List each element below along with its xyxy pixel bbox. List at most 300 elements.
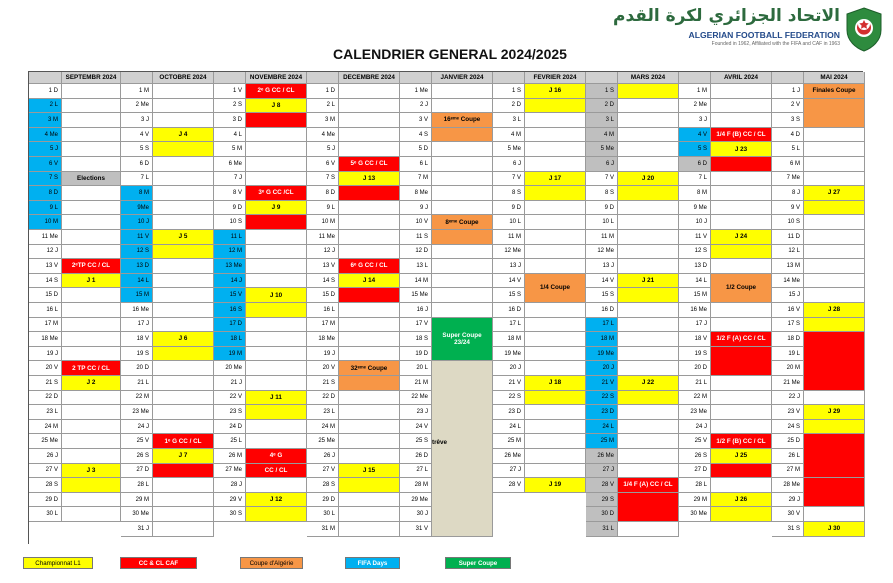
day-cell: 23 Me xyxy=(121,405,153,420)
event-block xyxy=(246,113,307,128)
day-cell: 5 Me xyxy=(493,142,525,157)
day-cell: 27 J xyxy=(493,464,525,479)
event-cell-empty xyxy=(246,361,307,376)
month-header-empty xyxy=(493,72,525,84)
day-cell: 12 S xyxy=(679,245,711,260)
event-cell-empty xyxy=(153,215,214,230)
day-cell: 4 M xyxy=(586,128,618,143)
event-block xyxy=(62,478,121,493)
event-cell-empty xyxy=(432,259,493,274)
day-cell: 23 D xyxy=(586,405,618,420)
event-cell-empty xyxy=(618,464,679,479)
day-cell: 11 M xyxy=(493,230,525,245)
day-cell: 18 L xyxy=(214,332,246,347)
day-cell: 27 J xyxy=(586,464,618,479)
event-cell-empty xyxy=(711,99,772,114)
month-header: FEVRIER 2024 xyxy=(525,72,586,84)
event-cell: J 24 xyxy=(711,230,772,245)
event-block xyxy=(618,493,679,522)
day-cell: 1 M xyxy=(121,84,153,99)
day-cell: 13 J xyxy=(586,259,618,274)
event-cell-empty xyxy=(62,303,121,318)
event-cell-empty xyxy=(525,361,586,376)
month-header: OCTOBRE 2024 xyxy=(153,72,214,84)
event-cell: 1/4 Coupe xyxy=(525,274,586,303)
event-cell-empty xyxy=(62,142,121,157)
event-cell-empty xyxy=(525,318,586,333)
day-cell: 23 D xyxy=(493,405,525,420)
day-cell: 7 L xyxy=(121,172,153,187)
event-cell-empty xyxy=(432,288,493,303)
day-cell: 15 M xyxy=(679,288,711,303)
day-cell: 24 V xyxy=(400,420,432,435)
event-cell-empty xyxy=(339,332,400,347)
day-cell: 29 D xyxy=(307,493,339,508)
day-cell: 11 Me xyxy=(307,230,339,245)
day-cell: 24 L xyxy=(586,420,618,435)
federation-name-english: ALGERIAN FOOTBALL FEDERATION xyxy=(688,30,840,40)
day-cell: 3 J xyxy=(679,113,711,128)
day-cell: 18 M xyxy=(586,332,618,347)
event-cell-empty xyxy=(804,172,865,187)
event-cell-empty xyxy=(246,347,307,362)
day-cell: 8 Me xyxy=(400,186,432,201)
event-cell-empty xyxy=(153,478,214,493)
event-cell: J 17 xyxy=(525,172,586,187)
event-cell-empty xyxy=(804,157,865,172)
day-cell: 28 S xyxy=(307,478,339,493)
event-cell-empty xyxy=(62,420,121,435)
day-cell: 23 J xyxy=(400,405,432,420)
event-cell: 1/2 F (B) CC / CL xyxy=(711,434,772,449)
event-cell: J 6 xyxy=(153,332,214,347)
day-cell: 31 V xyxy=(400,522,432,537)
event-cell-empty xyxy=(618,230,679,245)
day-cell: 1 S xyxy=(493,84,525,99)
day-cell: 30 S xyxy=(214,507,246,522)
event-cell: J 28 xyxy=(804,303,865,318)
legend-item: Championnat L1 xyxy=(23,557,93,569)
day-cell: 12 L xyxy=(772,245,804,260)
event-cell-empty xyxy=(339,420,400,435)
day-cell: 27 Me xyxy=(214,464,246,479)
day-cell: 19 Me xyxy=(493,347,525,362)
day-cell: 16 Me xyxy=(679,303,711,318)
day-cell: 4 L xyxy=(214,128,246,143)
day-cell: 25 L xyxy=(214,434,246,449)
day-cell: 6 D xyxy=(121,157,153,172)
event-block xyxy=(804,420,865,435)
page-title: CALENDRIER GENERAL 2024/2025 xyxy=(333,46,567,62)
day-cell: 23 V xyxy=(772,405,804,420)
event-cell-empty xyxy=(246,142,307,157)
event-cell-empty xyxy=(339,493,400,508)
day-cell: 6 J xyxy=(493,157,525,172)
day-cell: 14 V xyxy=(586,274,618,289)
event-cell-empty xyxy=(711,215,772,230)
event-cell-empty xyxy=(711,376,772,391)
day-cell: 10 V xyxy=(400,215,432,230)
event-cell-empty xyxy=(711,84,772,99)
day-cell: 7 M xyxy=(400,172,432,187)
event-cell-empty xyxy=(525,434,586,449)
day-cell: 6 D xyxy=(679,157,711,172)
day-cell: 18 M xyxy=(493,332,525,347)
day-cell: 9 L xyxy=(307,201,339,216)
day-cell: 3 S xyxy=(772,113,804,128)
day-cell: 18 Me xyxy=(307,332,339,347)
event-cell: 8ᵉᵐᵉ Coupe xyxy=(432,215,493,230)
day-cell: 9 D xyxy=(214,201,246,216)
day-cell: 5 Me xyxy=(586,142,618,157)
event-cell-empty xyxy=(153,493,214,508)
day-cell: 16 J xyxy=(400,303,432,318)
day-cell: 12 Me xyxy=(586,245,618,260)
event-cell-empty xyxy=(62,493,121,508)
day-cell: 7 V xyxy=(586,172,618,187)
event-block xyxy=(618,288,679,303)
event-cell-empty xyxy=(711,391,772,406)
event-cell-empty xyxy=(804,245,865,260)
event-cell-empty xyxy=(246,420,307,435)
event-cell-empty xyxy=(618,99,679,114)
day-cell: 14 L xyxy=(121,274,153,289)
event-cell-empty xyxy=(339,405,400,420)
day-cell: 25 V xyxy=(679,434,711,449)
event-block xyxy=(804,318,865,333)
event-cell-empty xyxy=(62,186,121,201)
event-cell-empty xyxy=(62,288,121,303)
day-cell: 21 M xyxy=(400,376,432,391)
event-block xyxy=(804,99,865,128)
day-cell: 18 D xyxy=(772,332,804,347)
event-cell-empty xyxy=(62,391,121,406)
day-cell: 8 D xyxy=(307,186,339,201)
event-block xyxy=(618,391,679,406)
day-cell: 12 S xyxy=(121,245,153,260)
day-cell: 13 D xyxy=(121,259,153,274)
event-cell-empty xyxy=(432,99,493,114)
day-cell: 22 D xyxy=(29,391,62,406)
month-header-empty xyxy=(121,72,153,84)
event-cell-empty xyxy=(618,434,679,449)
day-cell: 13 M xyxy=(772,259,804,274)
day-cell: 11 V xyxy=(679,230,711,245)
day-cell: 19 S xyxy=(679,347,711,362)
event-cell: J 21 xyxy=(618,274,679,289)
day-cell: 10 L xyxy=(586,215,618,230)
day-cell: 31 M xyxy=(307,522,339,537)
day-cell: 21 Me xyxy=(772,376,804,391)
day-cell: 27 M xyxy=(772,464,804,479)
event-cell-empty xyxy=(153,376,214,391)
federation-logo xyxy=(612,4,887,54)
event-block xyxy=(432,361,493,536)
event-cell: J 16 xyxy=(525,84,586,99)
day-cell: 11 S xyxy=(400,230,432,245)
day-cell: 29 M xyxy=(679,493,711,508)
event-block xyxy=(804,332,865,390)
day-cell: 2 L xyxy=(307,99,339,114)
day-cell: 29 J xyxy=(772,493,804,508)
event-cell: J 1 xyxy=(62,274,121,289)
event-cell: 1/2 Coupe xyxy=(711,274,772,303)
event-cell-empty xyxy=(804,507,865,522)
event-cell-empty xyxy=(62,84,121,99)
day-cell: 12 M xyxy=(214,245,246,260)
day-cell: 10 J xyxy=(121,215,153,230)
event-cell-empty xyxy=(62,405,121,420)
event-block xyxy=(711,507,772,522)
day-cell: 25 M xyxy=(493,434,525,449)
event-cell-empty xyxy=(711,113,772,128)
day-cell: 2 L xyxy=(29,99,62,114)
day-cell: 2 S xyxy=(214,99,246,114)
event-cell-empty xyxy=(62,434,121,449)
day-cell: 17 M xyxy=(307,318,339,333)
day-cell: 6 Me xyxy=(214,157,246,172)
event-cell-empty xyxy=(711,186,772,201)
day-cell: 12 J xyxy=(29,245,62,260)
event-cell: J 4 xyxy=(153,128,214,143)
day-cell: 16 Me xyxy=(121,303,153,318)
event-cell-empty xyxy=(153,361,214,376)
day-cell: 28 V xyxy=(586,478,618,493)
day-cell: 8 M xyxy=(121,186,153,201)
event-cell-empty xyxy=(246,172,307,187)
event-cell-empty xyxy=(62,318,121,333)
event-cell-empty xyxy=(62,128,121,143)
day-cell: 9 L xyxy=(29,201,62,216)
event-cell: J 20 xyxy=(618,172,679,187)
event-cell-empty xyxy=(153,405,214,420)
day-cell: 17 L xyxy=(493,318,525,333)
day-cell: 13 V xyxy=(307,259,339,274)
day-cell: 29 Me xyxy=(400,493,432,508)
day-cell: 11 D xyxy=(772,230,804,245)
day-cell: 7 S xyxy=(29,172,62,187)
event-cell-empty xyxy=(525,245,586,260)
day-cell: 5 S xyxy=(121,142,153,157)
day-cell: 3 M xyxy=(29,113,62,128)
event-cell-empty xyxy=(804,259,865,274)
event-cell-empty xyxy=(339,84,400,99)
day-cell: 19 D xyxy=(400,347,432,362)
day-cell: 16 D xyxy=(493,303,525,318)
event-cell-empty xyxy=(62,332,121,347)
day-cell: 9 D xyxy=(493,201,525,216)
event-block xyxy=(804,434,865,478)
day-cell: 13 V xyxy=(29,259,62,274)
day-cell: 26 D xyxy=(400,449,432,464)
day-cell: 13 J xyxy=(493,259,525,274)
month-header: DECEMBRE 2024 xyxy=(339,72,400,84)
event-cell-empty xyxy=(153,113,214,128)
event-cell-empty xyxy=(246,259,307,274)
day-cell: 9 D xyxy=(586,201,618,216)
day-cell: 22 M xyxy=(121,391,153,406)
day-cell: 26 Me xyxy=(493,449,525,464)
day-cell: 20 M xyxy=(772,361,804,376)
day-cell: 5 S xyxy=(679,142,711,157)
event-cell-empty xyxy=(62,157,121,172)
event-block xyxy=(153,245,214,260)
event-cell: 1/4 F (B) CC / CL xyxy=(711,128,772,143)
event-cell: J 14 xyxy=(339,274,400,289)
day-cell: 21 S xyxy=(29,376,62,391)
event-cell-empty xyxy=(339,99,400,114)
event-cell-empty xyxy=(525,303,586,318)
event-cell-empty xyxy=(711,420,772,435)
day-cell: 30 L xyxy=(307,507,339,522)
day-cell: 3 M xyxy=(307,113,339,128)
day-cell: 10 L xyxy=(493,215,525,230)
day-cell: 3 L xyxy=(586,113,618,128)
day-cell: 5 M xyxy=(214,142,246,157)
event-block xyxy=(525,186,586,201)
day-cell: 17 D xyxy=(214,318,246,333)
day-cell: 23 L xyxy=(29,405,62,420)
day-cell: 25 M xyxy=(586,434,618,449)
event-cell-empty xyxy=(618,332,679,347)
month-header-empty xyxy=(772,72,804,84)
event-cell-empty xyxy=(62,230,121,245)
day-cell: 2 D xyxy=(586,99,618,114)
event-block xyxy=(432,230,493,245)
event-cell-empty xyxy=(804,391,865,406)
day-cell: 8 D xyxy=(29,186,62,201)
event-cell: J 23 xyxy=(711,142,772,157)
event-cell-empty xyxy=(153,318,214,333)
event-cell: J 13 xyxy=(339,172,400,187)
day-cell: 4 S xyxy=(400,128,432,143)
event-cell: J 3 xyxy=(62,464,121,479)
event-cell-empty xyxy=(246,478,307,493)
event-cell: 2ᵉTP CC / CL xyxy=(62,259,121,274)
day-cell: 19 S xyxy=(121,347,153,362)
event-cell-empty xyxy=(339,113,400,128)
day-cell: 6 M xyxy=(772,157,804,172)
event-cell-empty xyxy=(525,215,586,230)
event-cell-empty xyxy=(339,245,400,260)
event-label-line: 23/24 xyxy=(454,338,470,346)
event-label-line: Super Coupe xyxy=(442,331,482,339)
event-cell-empty xyxy=(62,215,121,230)
event-block xyxy=(711,347,772,376)
event-block xyxy=(711,157,772,172)
month-header: SEPTEMBR 2024 xyxy=(62,72,121,84)
day-cell: 24 M xyxy=(29,420,62,435)
event-cell xyxy=(432,318,493,362)
day-cell: 7 L xyxy=(679,172,711,187)
event-cell-empty xyxy=(153,201,214,216)
event-cell: J 29 xyxy=(804,405,865,420)
event-cell: J 11 xyxy=(246,391,307,406)
month-header: AVRIL 2024 xyxy=(711,72,772,84)
day-cell: 28 M xyxy=(400,478,432,493)
event-cell: J 26 xyxy=(711,493,772,508)
federation-subtitle: Founded in 1962, Affiliated with the FIFA and CAF in 1963 xyxy=(711,41,840,47)
event-block xyxy=(339,376,400,391)
event-cell: Finales Coupe xyxy=(804,84,865,99)
day-cell: 25 S xyxy=(400,434,432,449)
day-cell: 25 Me xyxy=(307,434,339,449)
day-cell: 24 L xyxy=(493,420,525,435)
day-cell: 26 J xyxy=(307,449,339,464)
event-cell-empty xyxy=(62,449,121,464)
day-cell: 1 V xyxy=(214,84,246,99)
day-cell: 24 D xyxy=(214,420,246,435)
event-cell-empty xyxy=(618,361,679,376)
event-cell-empty xyxy=(804,288,865,303)
event-cell: J 27 xyxy=(804,186,865,201)
federation-name-arabic: الاتحاد الجزائري لكرة القدم xyxy=(613,6,840,26)
day-cell: 11 M xyxy=(586,230,618,245)
day-cell: 12 J xyxy=(307,245,339,260)
day-cell: 22 M xyxy=(679,391,711,406)
day-cell: 5 D xyxy=(400,142,432,157)
day-cell: 13 L xyxy=(400,259,432,274)
event-cell-empty xyxy=(711,201,772,216)
event-block xyxy=(525,99,586,114)
event-cell: J 10 xyxy=(246,288,307,303)
legend-item: Super Coupe xyxy=(445,557,511,569)
event-block xyxy=(711,245,772,260)
event-cell-empty xyxy=(432,274,493,289)
event-cell-empty xyxy=(432,201,493,216)
day-cell: 18 V xyxy=(679,332,711,347)
day-cell: 7 S xyxy=(307,172,339,187)
day-cell: 14 M xyxy=(400,274,432,289)
event-cell-empty xyxy=(618,142,679,157)
day-cell: 21 S xyxy=(307,376,339,391)
day-cell: 14 V xyxy=(493,274,525,289)
month-header-empty xyxy=(679,72,711,84)
event-block xyxy=(618,84,679,99)
event-cell-empty xyxy=(525,449,586,464)
day-cell: 23 S xyxy=(214,405,246,420)
event-cell: J 19 xyxy=(525,478,586,493)
event-block xyxy=(153,142,214,157)
day-cell: 14 S xyxy=(307,274,339,289)
event-cell-empty xyxy=(339,507,400,522)
event-cell-empty xyxy=(618,128,679,143)
event-block xyxy=(339,478,400,493)
day-cell: 8 J xyxy=(772,186,804,201)
event-cell-empty xyxy=(618,449,679,464)
event-cell-empty xyxy=(246,245,307,260)
event-cell-empty xyxy=(153,507,214,522)
event-cell-empty xyxy=(246,332,307,347)
day-cell: 5 L xyxy=(772,142,804,157)
day-cell: 21 L xyxy=(679,376,711,391)
event-cell-empty xyxy=(339,215,400,230)
month-header-empty xyxy=(214,72,246,84)
day-cell: 5 J xyxy=(307,142,339,157)
day-cell: 3 L xyxy=(493,113,525,128)
event-cell: J 15 xyxy=(339,464,400,479)
event-cell-empty xyxy=(153,84,214,99)
day-cell: 2 Me xyxy=(679,99,711,114)
event-cell-empty xyxy=(246,230,307,245)
day-cell: 1 S xyxy=(586,84,618,99)
day-cell: 22 J xyxy=(772,391,804,406)
day-cell: 28 L xyxy=(121,478,153,493)
day-cell: 20 Me xyxy=(214,361,246,376)
day-cell: 6 V xyxy=(307,157,339,172)
legend-item: Coupe d'Algérie xyxy=(240,557,303,569)
event-cell-empty xyxy=(432,186,493,201)
